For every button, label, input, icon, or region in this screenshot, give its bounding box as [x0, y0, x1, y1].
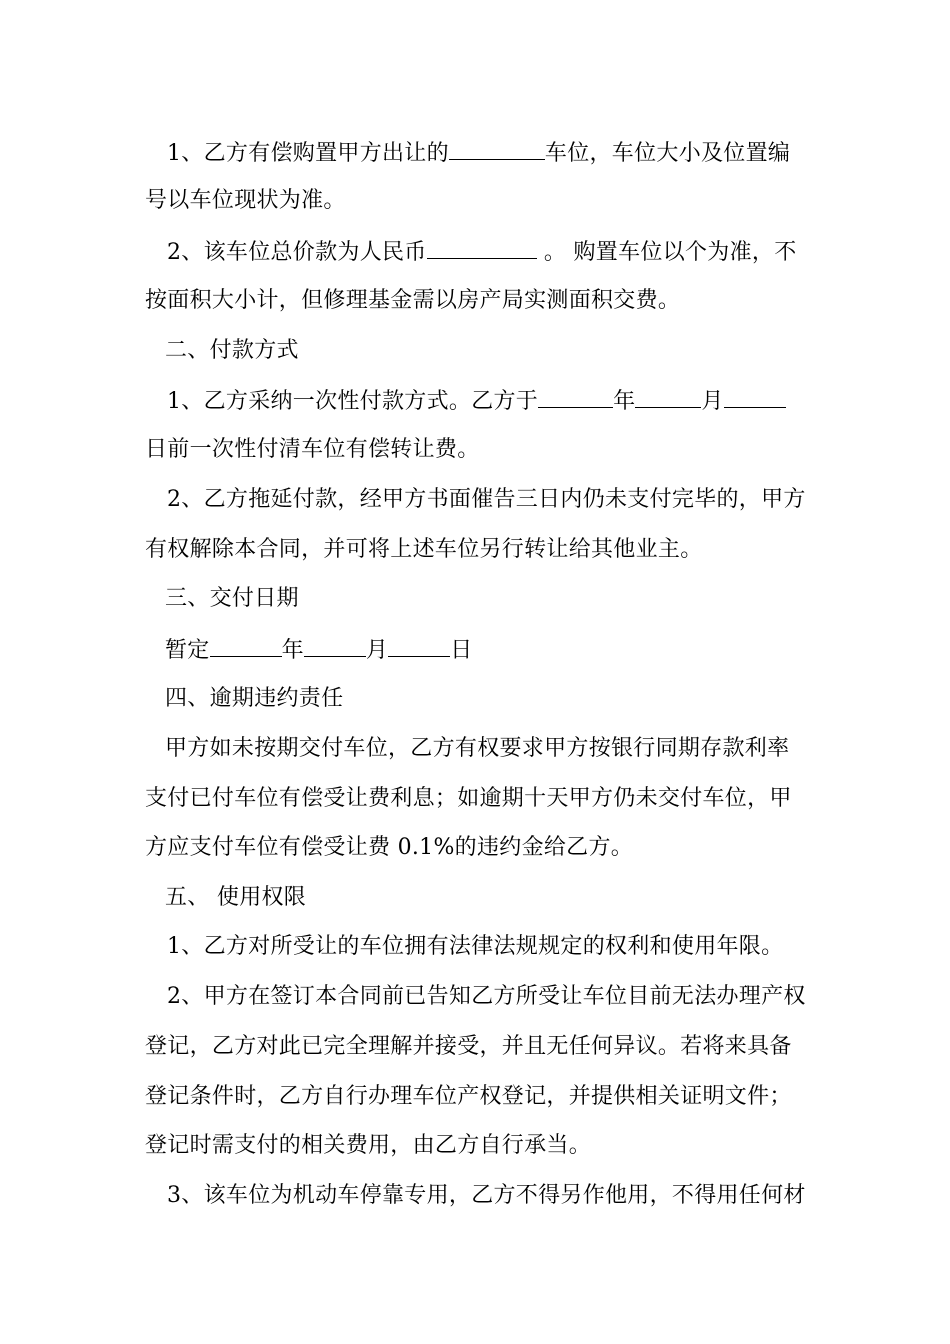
section1-item1-line1: [167, 137, 832, 169]
text: 。 购置车位以个为准，不: [536, 240, 797, 265]
section1-item1-line2: 号以车位现状为准。: [145, 188, 346, 213]
section5-item1: 1、乙方对所受让的车位拥有法律法规规定的权利和使用年限。: [167, 934, 784, 959]
blank-month: [635, 385, 701, 408]
text: 车位，车位大小及位置编: [544, 141, 791, 166]
section3-heading: 三、交付日期: [165, 586, 299, 611]
blank-day: [388, 634, 450, 657]
text: 1、乙方采纳一次性付款方式。乙方于: [167, 389, 539, 414]
section4-line2: 支付已付车位有偿受让费利息；如逾期十天甲方仍未交付车位，甲: [145, 786, 792, 811]
text: 年: [281, 638, 304, 663]
section2-item1-line1: [167, 385, 832, 417]
text: 月: [701, 389, 724, 414]
section3-date: [165, 634, 830, 666]
section2-item2-line2: 有权解除本合同，并可将上述车位另行转让给其他业主。: [145, 537, 703, 562]
section1-item2-line2: 按面积大小计，但修理基金需以房产局实测面积交费。: [145, 288, 681, 313]
blank-year: [538, 385, 613, 408]
section4-heading: 四、逾期违约责任: [165, 686, 344, 711]
section5-heading: 五、 使用权限: [165, 885, 307, 910]
blank-parking-space: [449, 137, 545, 160]
blank-day: [724, 385, 786, 408]
section2-heading: 二、付款方式: [165, 338, 299, 363]
section5-item2-line2: 登记，乙方对此已完全理解并接受，并且无任何异议。若将来具备: [145, 1034, 792, 1059]
text: 暂定: [165, 638, 210, 663]
section2-item2-line1: 2、乙方拖延付款，经甲方书面催告三日内仍未支付完毕的，甲方: [167, 487, 806, 512]
section4-line1: 甲方如未按期交付车位，乙方有权要求甲方按银行同期存款利率: [165, 736, 790, 761]
section4-line3: 方应支付车位有偿受让费 0.1%的违约金给乙方。: [145, 835, 634, 860]
text: 年: [613, 389, 636, 414]
section5-item2-line4: 登记时需支付的相关费用，由乙方自行承当。: [145, 1133, 592, 1158]
text: 1、乙方有偿购置甲方出让的: [167, 141, 449, 166]
text: 日: [450, 638, 473, 663]
text: 月: [365, 638, 389, 663]
blank-total-price: [427, 236, 537, 259]
blank-month: [304, 634, 366, 657]
section1-item2-line1: [167, 236, 832, 268]
section5-item3-line1: 3、该车位为机动车停靠专用，乙方不得另作他用，不得用任何材: [167, 1183, 806, 1208]
text: 2、该车位总价款为人民币: [167, 240, 427, 265]
blank-year: [210, 634, 282, 657]
section2-item1-line2: 日前一次性付清车位有偿转让费。: [145, 437, 480, 462]
section5-item2-line1: 2、甲方在签订本合同前已告知乙方所受让车位目前无法办理产权: [167, 984, 806, 1009]
section5-item2-line3: 登记条件时，乙方自行办理车位产权登记，并提供相关证明文件；: [145, 1084, 792, 1109]
